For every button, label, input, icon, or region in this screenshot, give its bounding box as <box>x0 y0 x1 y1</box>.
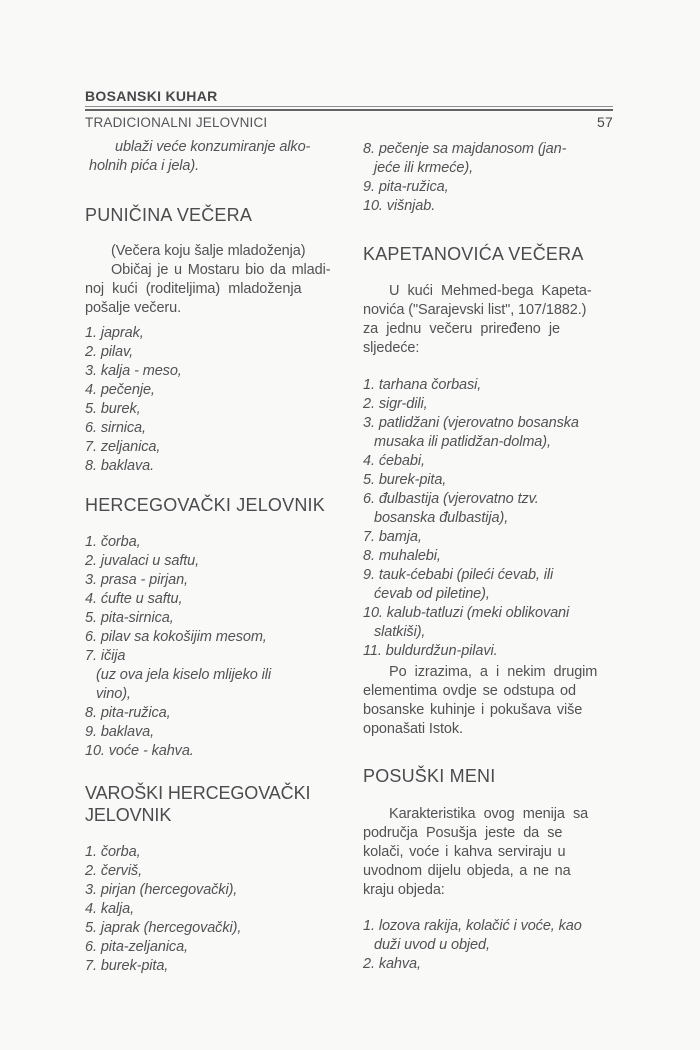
heading-hercegovacki-jelovnik: HERCEGOVAČKI JELOVNIK <box>85 495 325 515</box>
text-line: 7. zeljanica, <box>85 439 161 455</box>
text-line: 10. višnjab. <box>363 198 436 214</box>
text-line: 7. burek-pita, <box>85 958 169 974</box>
text-line: musaka ili patlidžan-dolma), <box>374 434 551 450</box>
text-line: 3. kalja - meso, <box>85 363 182 379</box>
varoski-menu-list <box>85 843 357 976</box>
text-line: sljedeće: <box>363 340 420 356</box>
text-line: 6. pilav sa kokošijim mesom, <box>85 629 267 645</box>
text-line: 9. baklava, <box>85 724 155 740</box>
section-title: TRADICIONALNI JELOVNICI <box>85 115 268 130</box>
punicina-menu-list <box>85 324 357 476</box>
text-line: 3. pirjan (hercegovački), <box>85 882 238 898</box>
text-line: Po izrazima, a i nekim drugim <box>389 664 598 680</box>
text-line: 7. ičija <box>85 648 126 664</box>
text-line: ćevab od piletine), <box>374 586 490 602</box>
text-line: 3. patlidžani (vjerovatno bosanska <box>363 415 579 431</box>
left-column <box>85 133 357 976</box>
book-title: BOSANSKI KUHAR <box>85 88 613 107</box>
text-line: (uz ova jela kiselo mlijeko ili <box>96 667 271 683</box>
text-line: 1. lozova rakija, kolačić i voće, kao <box>363 918 582 934</box>
text-line: 9. pita-ružica, <box>363 179 449 195</box>
text-line: U kući Mehmed-bega Kapeta- <box>389 283 592 299</box>
text-line: 2. kahva, <box>363 956 421 972</box>
heading-kapetanovica-vecera: KAPETANOVIĆA VEČERA <box>363 244 584 264</box>
text-line: 2. pilav, <box>85 344 133 360</box>
text-line: 5. japrak (hercegovački), <box>85 920 242 936</box>
kapetanovica-intro-paragraph <box>363 282 603 358</box>
right-column <box>363 133 603 974</box>
text-line: 4. pečenje, <box>85 382 155 398</box>
text-line: 3. prasa - pirjan, <box>85 572 188 588</box>
page-header <box>85 88 613 130</box>
text-line: područja Posušja jeste da se <box>363 825 563 841</box>
hercegovacki-menu-list <box>85 533 357 761</box>
text-line: bosanska đulbastija), <box>374 510 509 526</box>
text-line: duži uvod u objed, <box>374 937 490 953</box>
text-line: 8. pečenje sa majdanosom (jan- <box>363 141 567 157</box>
text-line: 8. pita-ružica, <box>85 705 171 721</box>
running-head-row <box>85 114 613 130</box>
text-line: 5. pita-sirnica, <box>85 610 174 626</box>
text-line: 9. tauk-ćebabi (pileći ćevab, ili <box>363 567 554 583</box>
page-number: 57 <box>597 114 613 130</box>
text-line: 11. buldurdžun-pilavi. <box>363 643 498 659</box>
text-line: 1. čorba, <box>85 534 141 550</box>
text-line: 4. ćufte u saftu, <box>85 591 183 607</box>
text-line: 1. japrak, <box>85 325 144 341</box>
kapetanovica-note-paragraph <box>363 663 603 739</box>
text-line: 2. sigr-dili, <box>363 396 428 412</box>
text-line: noj kući (roditeljima) mladoženja <box>85 281 302 297</box>
carryover-note <box>85 138 357 176</box>
text-line: pošalje večeru. <box>85 300 182 316</box>
text-line: 10. kalub-tatluzi (meki oblikovani <box>363 605 570 621</box>
heading-posuski-meni: POSUŠKI MENI <box>363 766 496 786</box>
text-line: JELOVNIK <box>85 805 172 825</box>
text-line: jeće ili krmeće), <box>374 160 474 176</box>
text-line: uvodnom dijelu objeda, a ne na <box>363 863 571 879</box>
text-line: kraju objeda: <box>363 882 445 898</box>
text-line: 5. burek, <box>85 401 141 417</box>
text-line: 1. tarhana čorbasi, <box>363 377 482 393</box>
text-line: 6. sirnica, <box>85 420 146 436</box>
heading-varoski-hercegovacki-jelovnik <box>85 782 357 826</box>
text-line: 8. baklava. <box>85 458 155 474</box>
text-line: 2. juvalaci u saftu, <box>85 553 200 569</box>
varoski-menu-list-continued <box>363 140 603 216</box>
punicina-subtitle: (Večera koju šalje mladoženja) <box>111 243 306 259</box>
text-line: za jednu večeru priređeno je <box>363 321 560 337</box>
text-line: slatkiši), <box>374 624 426 640</box>
text-line: 7. bamja, <box>363 529 422 545</box>
text-line: 5. burek-pita, <box>363 472 447 488</box>
punicina-intro-paragraph <box>85 261 357 318</box>
header-rule <box>85 109 613 111</box>
text-line: holnih pića i jela). <box>89 158 200 174</box>
text-line: novića ("Sarajevski list", 107/1882.) <box>363 302 587 318</box>
text-line: VAROŠKI HERCEGOVAČKI <box>85 783 311 803</box>
text-line: kolači, voće i kahva serviraju u <box>363 844 566 860</box>
text-line: oponašati Istok. <box>363 721 463 737</box>
text-line: 8. muhalebi, <box>363 548 441 564</box>
text-line: 4. ćebabi, <box>363 453 425 469</box>
kapetanovica-menu-list <box>363 376 603 661</box>
text-line: 4. kalja, <box>85 901 135 917</box>
heading-punicina-vecera: PUNIČINA VEČERA <box>85 205 253 225</box>
posuski-intro-paragraph <box>363 805 603 900</box>
text-line: 1. čorba, <box>85 844 141 860</box>
text-line: bosanske kuhinje i pokušava više <box>363 702 583 718</box>
posuski-menu-list <box>363 917 603 974</box>
text-line: ublaži veće konzumiranje alko- <box>115 139 311 155</box>
text-line: Karakteristika ovog menija sa <box>389 806 589 822</box>
text-line: elementima ovdje se odstupa od <box>363 683 576 699</box>
text-line: 6. đulbastija (vjerovatno tzv. <box>363 491 539 507</box>
text-line: 2. červiš, <box>85 863 143 879</box>
text-line: 6. pita-zeljanica, <box>85 939 188 955</box>
text-line: vino), <box>96 686 131 702</box>
text-line: Običaj je u Mostaru bio da mladi- <box>111 262 331 278</box>
text-line: 10. voće - kahva. <box>85 743 194 759</box>
